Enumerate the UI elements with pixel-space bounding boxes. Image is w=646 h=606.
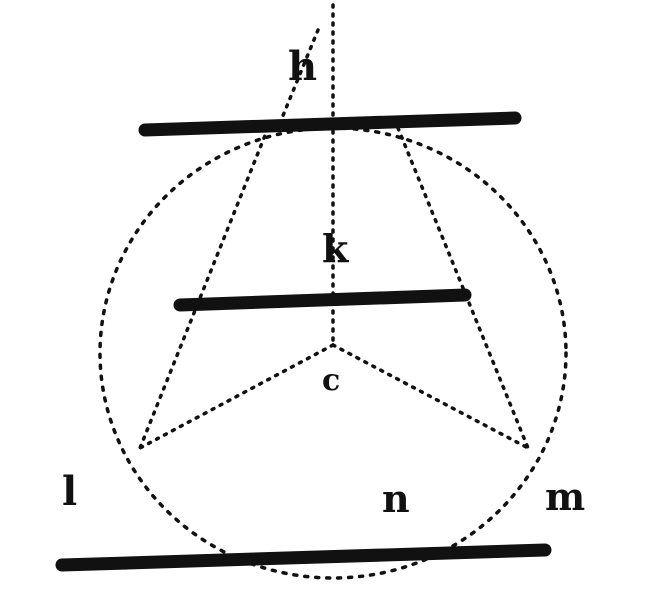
- label-top: h: [288, 43, 318, 90]
- triangle-left-side: [140, 128, 268, 448]
- bottom-tangent: [62, 550, 545, 565]
- radius-right: [333, 345, 528, 448]
- label-middle: k: [322, 226, 349, 271]
- triangle-right-side: [398, 128, 528, 448]
- middle-chord: [180, 295, 465, 305]
- label-right: m: [545, 474, 586, 519]
- label-left: l: [62, 468, 78, 515]
- top-chord: [145, 118, 515, 130]
- label-bottom: n: [382, 476, 410, 521]
- radius-left: [140, 345, 333, 448]
- label-center: c: [322, 363, 341, 398]
